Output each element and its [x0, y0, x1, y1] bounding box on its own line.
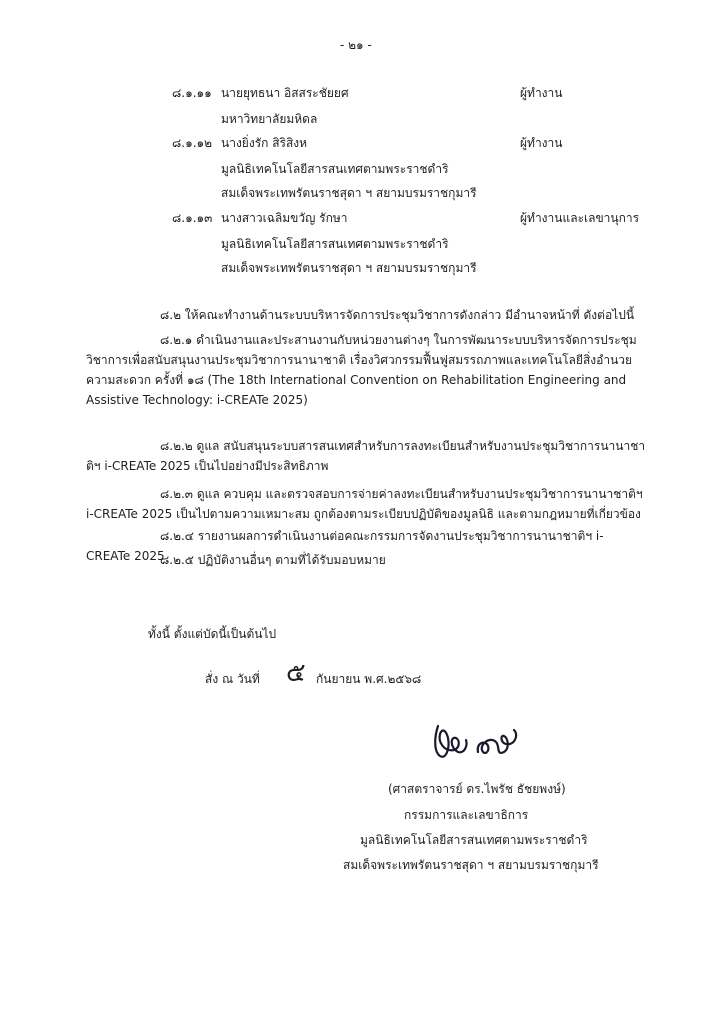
- member-role: ผู้ทำงาน: [520, 86, 563, 100]
- member-name: นางยิ่งรัก สิริสิงห: [221, 136, 308, 150]
- signatory-org: มูลนิธิเทคโนโลยีสารสนเทศตามพระราชดำริ: [360, 833, 588, 847]
- page-number: - ๒๑ -: [340, 38, 372, 52]
- member-affiliation: มูลนิธิเทคโนโลยีสารสนเทศตามพระราชดำริ: [221, 237, 449, 251]
- duty-item: ๘.๒.๕ ปฏิบัติงานอื่นๆ ตามที่ได้รับมอบหมาย: [160, 553, 386, 567]
- duty-item: ๘.๒.๓ ดูแล ควบคุม และตรวจสอบการจ่ายค่าลงทะเบียนสำหรับงานประชุมวิชาการนานาชาติฯ i-CREATe 2025 เป็นไปตามความเหมาะสม ถูกต้องตามระเบียบปฏิบัติของมูลนิธิ และตามกฎหมายที่เกี่ยวข้อง: [86, 487, 643, 521]
- member-affiliation: สมเด็จพระเทพรัตนราชสุดา ฯ สยามบรมราชกุมารี: [221, 186, 477, 200]
- member-number: ๘.๑.๑๑: [172, 86, 212, 100]
- duty-item: ๘.๒.๑ ดำเนินงานและประสานงานกับหน่วยงานต่างๆ ในการพัฒนาระบบบริหารจัดการประชุมวิชาการเพื่อสนับสนุนงานประชุมวิชาการนานาชาติ เรื่องวิศวกรรมฟื้นฟูสมรรถภาพและเทคโนโลยีสิ่งอำนวยความสะดวก ครั้งที่ ๑๘ (The 18th International Convention on Rehabilitation Engineering and Assistive Technology: i-CREATe 2025): [86, 333, 637, 407]
- section-heading: ๘.๒ ให้คณะทำงานด้านระบบบริหารจัดการประชุมวิชาการดังกล่าว มีอำนาจหน้าที่ ดังต่อไปนี้: [160, 308, 635, 322]
- member-role: ผู้ทำงานและเลขานุการ: [520, 211, 640, 225]
- effective-statement: ทั้งนี้ ตั้งแต่บัดนี้เป็นต้นไป: [148, 627, 277, 641]
- member-number: ๘.๑.๑๓: [172, 211, 213, 225]
- duty-item: ๘.๒.๒ ดูแล สนับสนุนระบบสารสนเทศสำหรับการลงทะเบียนสำหรับงานประชุมวิชาการนานาชาติฯ i-CREATe 2025 เป็นไปอย่างมีประสิทธิภาพ: [86, 439, 646, 473]
- order-date-month-year: กันยายน พ.ศ.๒๕๖๘: [316, 672, 422, 686]
- order-date-day: ๕: [286, 658, 306, 688]
- duty-item: ๘.๒.๔ รายงานผลการดำเนินงานต่อคณะกรรมการจัดงานประชุมวิชาการนานาชาติฯ i-CREATe 2025: [86, 529, 604, 563]
- member-affiliation: มหาวิทยาลัยมหิดล: [221, 112, 318, 126]
- member-role: ผู้ทำงาน: [520, 136, 563, 150]
- member-name: นางสาวเฉลิมขวัญ รักษา: [221, 211, 348, 225]
- member-affiliation: มูลนิธิเทคโนโลยีสารสนเทศตามพระราชดำริ: [221, 162, 449, 176]
- order-date-prefix: สั่ง ณ วันที่: [205, 672, 260, 686]
- signatory-name: (ศาสตราจารย์ ดร.ไพรัช ธัชยพงษ์): [388, 782, 566, 796]
- signatory-org: สมเด็จพระเทพรัตนราชสุดา ฯ สยามบรมราชกุมารี: [343, 858, 599, 872]
- member-name: นายยุทธนา อิสสระชัยยศ: [221, 86, 349, 100]
- signatory-position: กรรมการและเลขาธิการ: [404, 808, 529, 822]
- member-number: ๘.๑.๑๒: [172, 136, 213, 150]
- signature-mark: [420, 712, 530, 772]
- signature: [420, 712, 530, 772]
- member-affiliation: สมเด็จพระเทพรัตนราชสุดา ฯ สยามบรมราชกุมารี: [221, 261, 477, 275]
